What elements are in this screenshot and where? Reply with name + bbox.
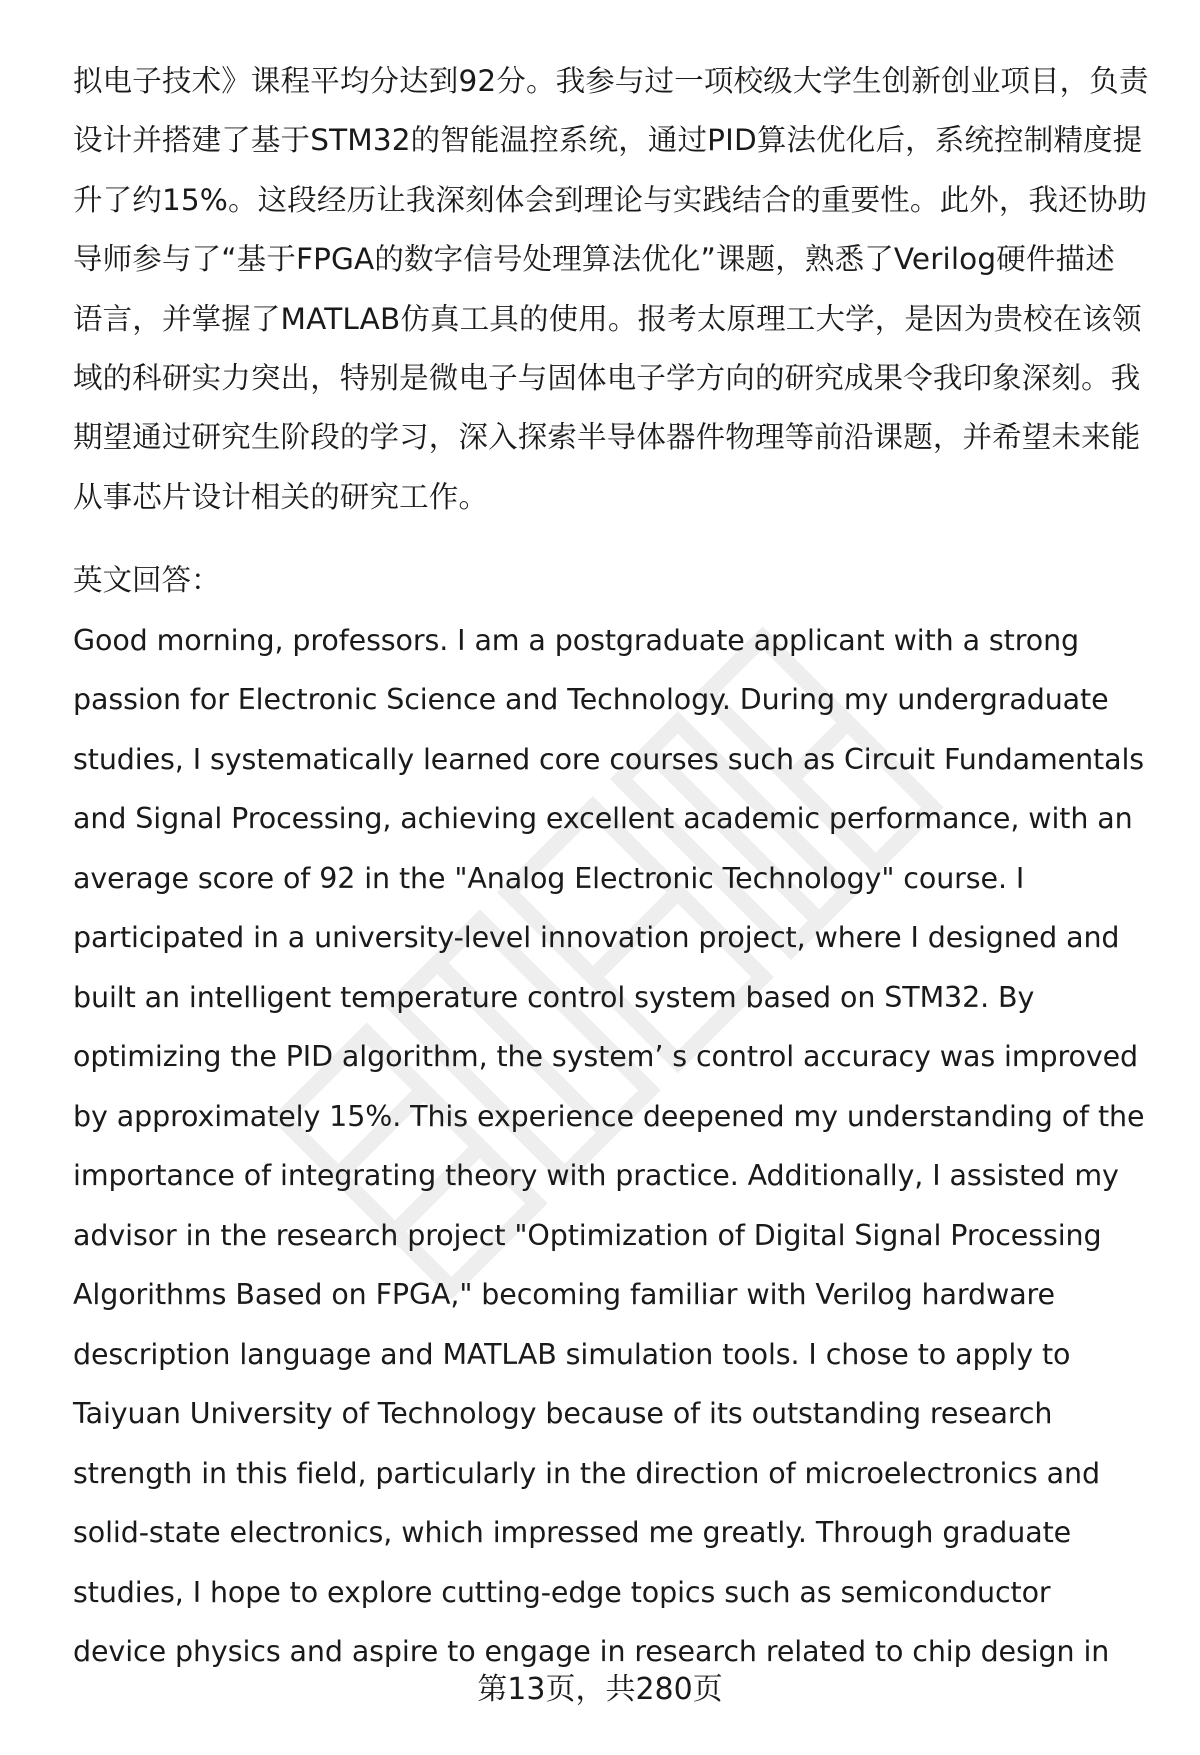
english-answer-heading: 英文回答： (73, 563, 221, 598)
english-answer-line: importance of integrating theory with practice. Additionally, I assisted my (73, 1159, 1119, 1193)
chinese-answer-line: 设计并搭建了基于STM32的智能温控系统，通过PID算法优化后，系统控制精度提 (73, 123, 1143, 158)
chinese-answer-line: 语言，并掌握了MATLAB仿真工具的使用。报考太原理工大学，是因为贵校在该领 (73, 301, 1142, 336)
english-answer-line: advisor in the research project "Optimization of Digital Signal Processing (73, 1218, 1102, 1252)
english-answer-line: and Signal Processing, achieving excellent academic performance, with an (73, 802, 1133, 836)
chinese-answer-line: 期望通过研究生阶段的学习，深入探索半导体器件物理等前沿课题，并希望未来能 (73, 420, 1141, 455)
english-answer-line: studies, I systematically learned core courses such as Circuit Fundamentals (73, 742, 1145, 776)
chinese-answer-paragraph (73, 52, 1153, 527)
english-answer-line: description language and MATLAB simulation tools. I chose to apply to (73, 1337, 1071, 1371)
english-answer-line: Good morning, professors. I am a postgraduate applicant with a strong (73, 623, 1080, 657)
english-answer-line: device physics and aspire to engage in research related to chip design in (73, 1635, 1110, 1669)
english-answer-line: passion for Electronic Science and Technology. During my undergraduate (73, 683, 1109, 717)
english-answer-line: by approximately 15%. This experience deepened my understanding of the (73, 1099, 1145, 1133)
english-answer-line: solid-state electronics, which impressed me greatly. Through graduate (73, 1516, 1072, 1550)
chinese-answer-line: 域的科研实力突出，特别是微电子与固体电子学方向的研究成果令我印象深刻。我 (73, 361, 1141, 396)
english-answer-line: participated in a university-level innovation project, where I designed and (73, 921, 1120, 955)
document-body (73, 52, 1153, 1682)
english-answer-line: built an intelligent temperature control system based on STM32. By (73, 980, 1035, 1014)
english-answer-line: strength in this field, particularly in the direction of microelectronics and (73, 1456, 1100, 1490)
english-answer-line: average score of 92 in the "Analog Electronic Technology" course. I (73, 861, 1025, 895)
chinese-answer-line: 升了约15%。这段经历让我深刻体会到理论与实践结合的重要性。此外，我还协助 (73, 182, 1148, 217)
chinese-answer-line: 拟电子技术》课程平均分达到92分。我参与过一项校级大学生创新创业项目，负责 (73, 64, 1149, 98)
chinese-answer-line: 导师参与了“基于FPGA的数字信号处理算法优化”课题，熟悉了Verilog硬件描述 (73, 242, 1115, 277)
english-answer-line: optimizing the PID algorithm, the system’ s control accuracy was improved (73, 1040, 1139, 1074)
english-answer-paragraph (73, 611, 1153, 1682)
page-number-footer: 第13页，共280页 (477, 1672, 723, 1707)
english-answer-line: studies, I hope to explore cutting-edge topics such as semiconductor (73, 1575, 1051, 1609)
english-answer-line: Taiyuan University of Technology because of its outstanding research (73, 1397, 1053, 1431)
chinese-answer-line: 从事芯片设计相关的研究工作。 (73, 479, 489, 514)
english-answer-line: Algorithms Based on FPGA," becoming familiar with Verilog hardware (73, 1278, 1055, 1312)
